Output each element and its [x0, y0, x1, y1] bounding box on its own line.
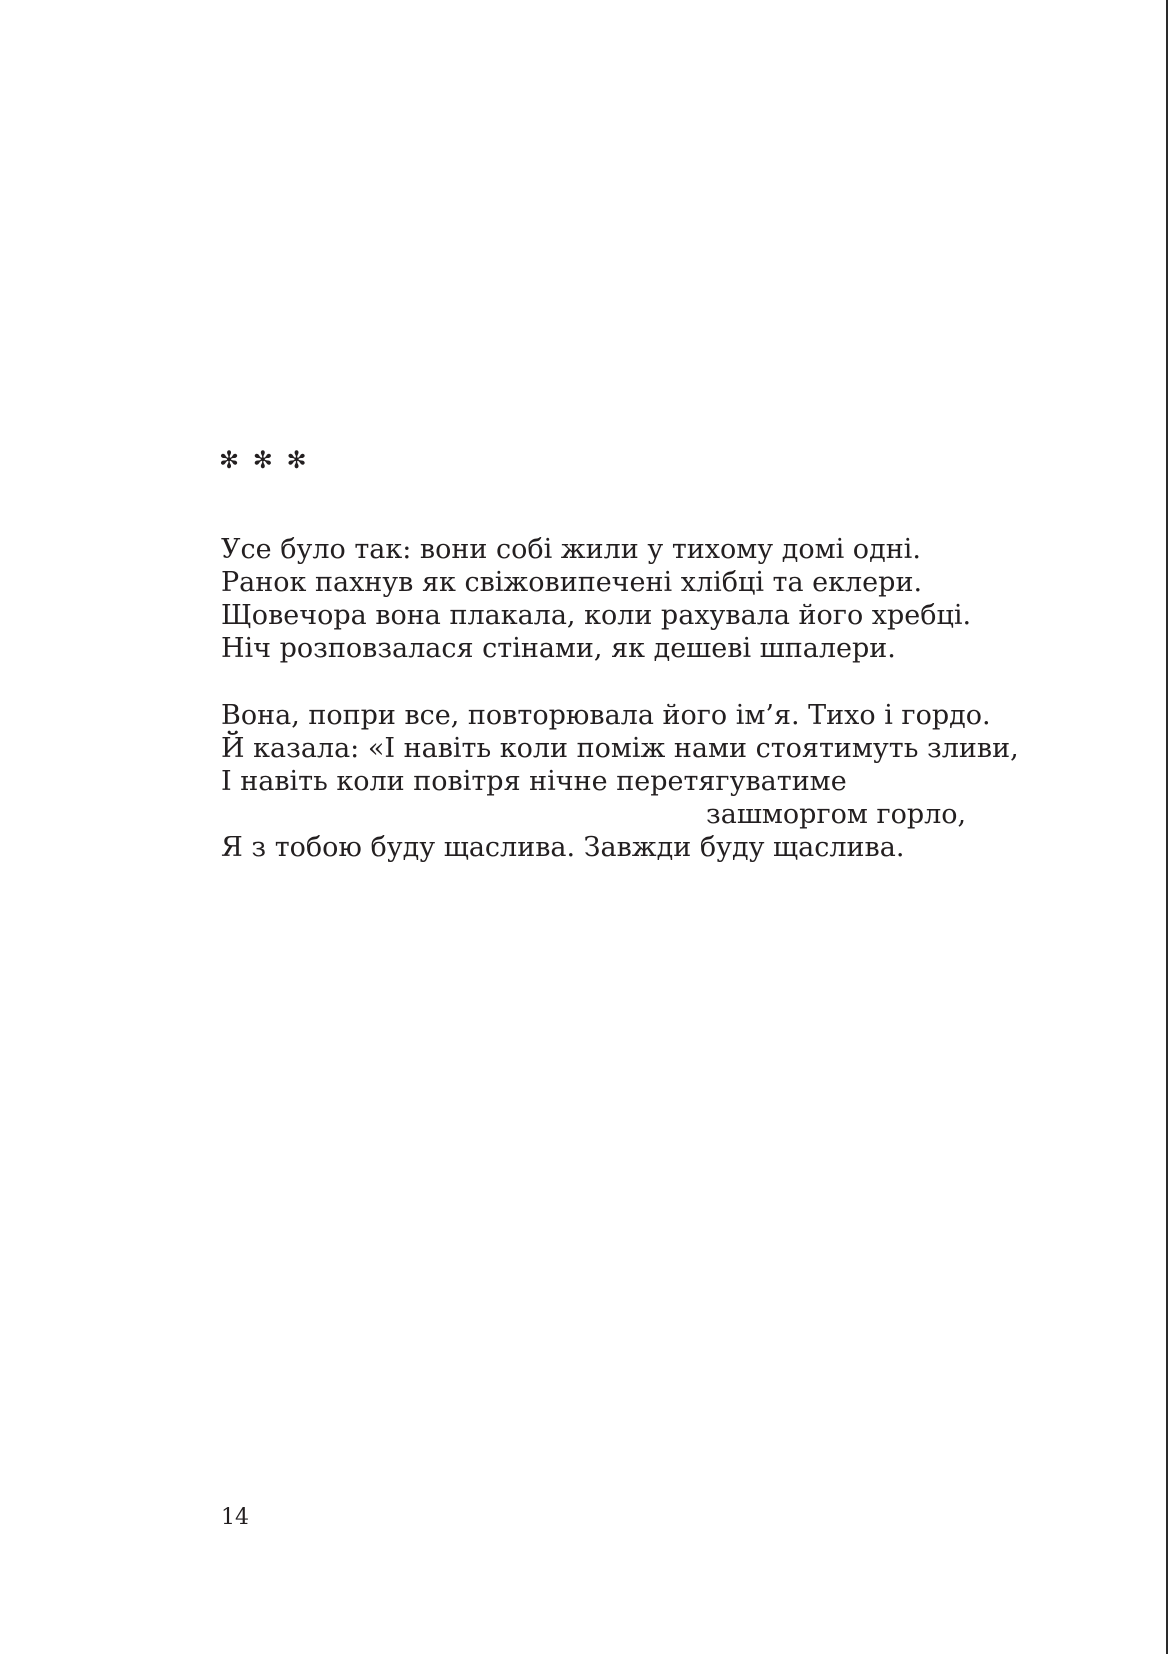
- poem-line: Й казала: «І навіть коли поміж нами стоятимуть зливи,: [221, 733, 1019, 764]
- poem-line-continuation: зашморгом горло,: [706, 799, 967, 830]
- poem-line: Усе було так: вони собі жили у тихому домі одні.: [221, 534, 921, 565]
- page-edge-line: [1166, 0, 1168, 1654]
- poem-line: Щовечора вона плакала, коли рахувала його хребці.: [221, 600, 972, 631]
- stanza-1: [221, 533, 1001, 665]
- stanza-2: [221, 699, 1019, 864]
- poem-line: Я з тобою буду щаслива. Завжди буду щаслива.: [221, 832, 905, 863]
- poem-line: Ніч розповзалася стінами, як дешеві шпалери.: [221, 633, 896, 664]
- section-separator: ✻ ✻ ✻: [219, 446, 310, 474]
- poem-line: І навіть коли повітря нічне перетягуватиме: [221, 766, 847, 797]
- poem-line: Вона, попри все, повторювала його ім’я. Тихо і гордо.: [221, 700, 991, 731]
- poem: [221, 533, 1019, 864]
- poem-line: Ранок пахнув як свіжовипечені хлібці та еклери.: [221, 567, 923, 598]
- page-number: 14: [221, 1505, 249, 1530]
